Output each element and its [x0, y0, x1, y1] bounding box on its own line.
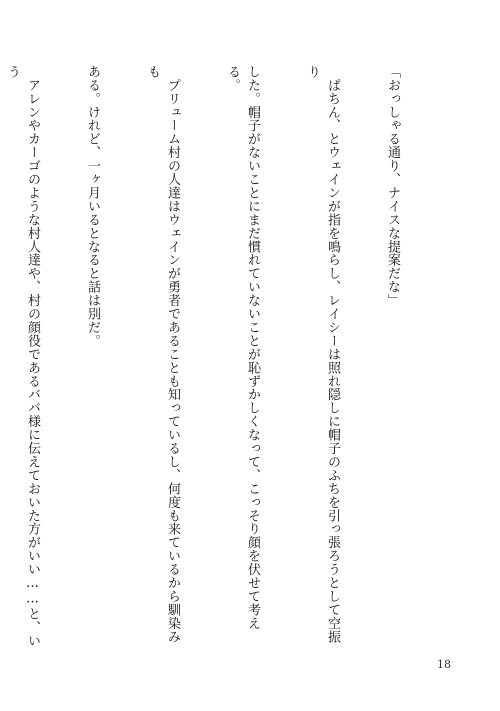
text-line: アレンやカーゴのような村人達や、村の顔役であるババ様に伝えておいた方がいい……と、いう	[5, 65, 40, 648]
text-line: ぱちん、とウェインが指を鳴らし、レイシーは照れ隠しに帽子のふちを引っ張ろうとして空振り	[305, 65, 340, 644]
text-line: ある。けれど、一ヶ月いるとなると話は別だ。	[85, 65, 100, 348]
text-line: プリューム村の人達はウェインが勇者であることも知っているし、何度も来ているから馴染みも	[145, 65, 180, 644]
text-line: した。帽子がないことにまだ慣れていないことが恥ずかしくなって、こっそり顔を伏せて考える。	[225, 65, 260, 630]
text-line: 「おっしゃる通り、ナイスな提案だな」	[385, 65, 400, 308]
page-number: 18	[437, 658, 451, 671]
body-text	[5, 65, 442, 655]
